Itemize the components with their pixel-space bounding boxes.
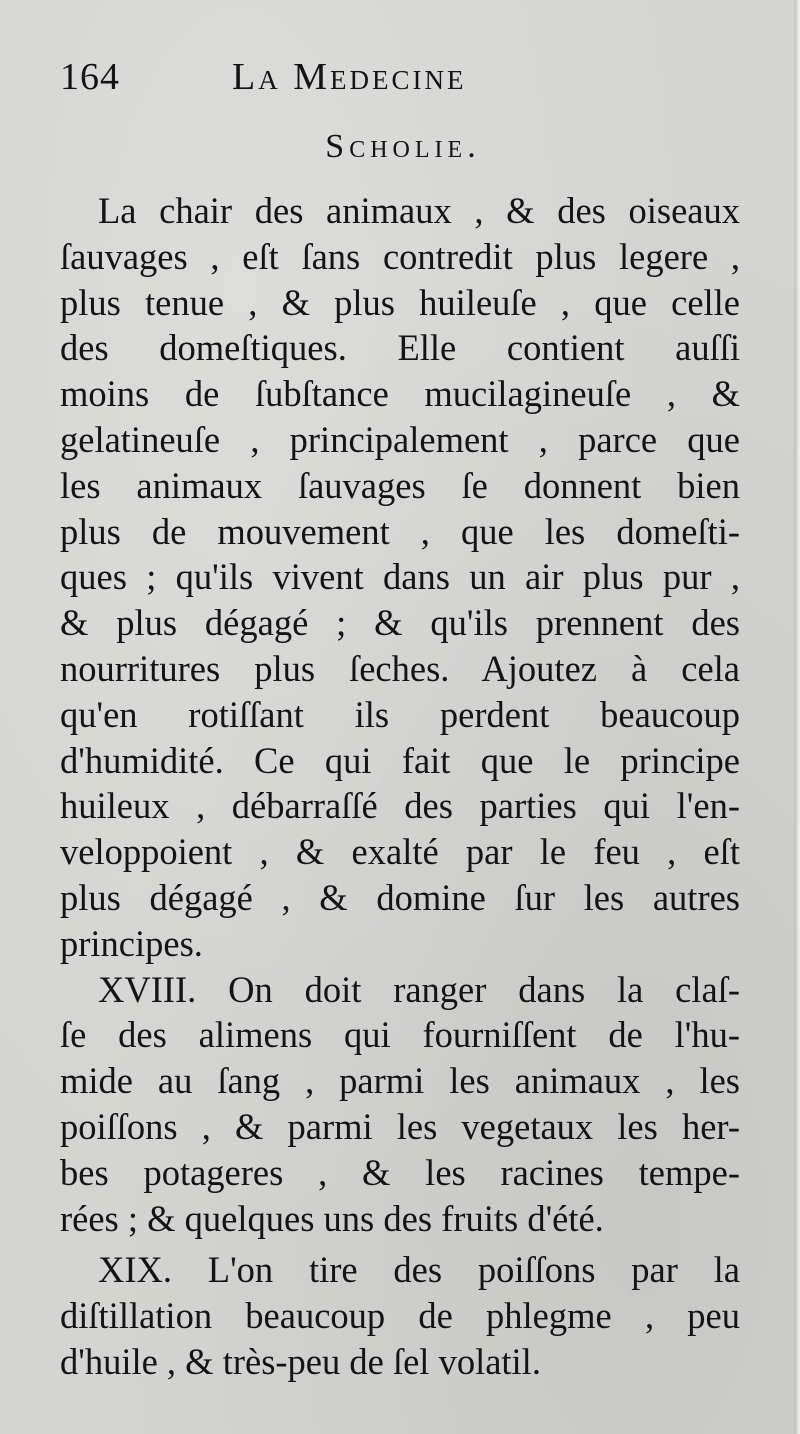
paragraph-xix: [60, 1247, 740, 1384]
text-line: La chair des animaux , & des oiseaux: [98, 190, 740, 231]
text-line: plus tenue , & plus huileuſe , que celle: [60, 281, 740, 323]
text-line: des domeſtiques. Elle contient auſſi: [60, 327, 740, 369]
paragraph-xviii: [60, 967, 740, 1242]
text-line: nourritures plus ſeches. Ajoutez à cela: [60, 647, 740, 689]
page-number: 164: [60, 56, 120, 98]
text-line: d'huile , & très-peu de ſel volatil.: [60, 1340, 541, 1382]
text-line: qu'en rotiſſant ils perdent beaucoup: [60, 693, 740, 735]
running-header: [60, 52, 760, 102]
text-line: plus de mouvement , que les domeſti-: [60, 510, 740, 552]
text-line: & plus dégagé ; & qu'ils prennent des: [60, 602, 740, 644]
text-line: bes potageres , & les racines tempe-: [60, 1151, 740, 1193]
text-line: ques ; qu'ils vivent dans un air plus pur ,: [60, 556, 740, 598]
text-line: ſauvages , eſt ſans contredit plus legere ,: [60, 235, 740, 277]
text-line: XVIII. On doit ranger dans la claſ-: [98, 968, 740, 1010]
running-title: La Medecine: [232, 56, 467, 98]
paragraph-scholie: [60, 188, 740, 967]
text-line: d'humidité. Ce qui fait que le principe: [60, 739, 740, 781]
text-line: diſtillation beaucoup de phlegme , peu: [60, 1295, 740, 1337]
page-edge: [794, 0, 800, 1434]
text-line: XIX. L'on tire des poiſſons par la: [98, 1249, 740, 1291]
text-line: poiſſons , & parmi les vegetaux les her-: [60, 1105, 740, 1147]
text-line: ſe des alimens qui fourniſſent de l'hu-: [60, 1014, 740, 1056]
text-line: les animaux ſauvages ſe donnent bien: [60, 464, 740, 506]
text-line: veloppoient , & exalté par le feu , eſt: [60, 831, 740, 873]
text-line: plus dégagé , & domine ſur les autres: [60, 876, 740, 918]
text-line: rées ; & quelques uns des fruits d'été.: [60, 1197, 604, 1239]
body-text: [60, 188, 740, 1385]
text-line: moins de ſubſtance mucilagineuſe , &: [60, 373, 740, 415]
text-line: gelatineuſe , principalement , parce que: [60, 418, 740, 460]
section-title: Scholie.: [325, 128, 481, 165]
text-line: mide au ſang , parmi les animaux , les: [60, 1060, 740, 1102]
text-line: principes.: [60, 922, 203, 964]
text-line: huileux , débarraſſé des parties qui l'en-: [60, 785, 740, 827]
